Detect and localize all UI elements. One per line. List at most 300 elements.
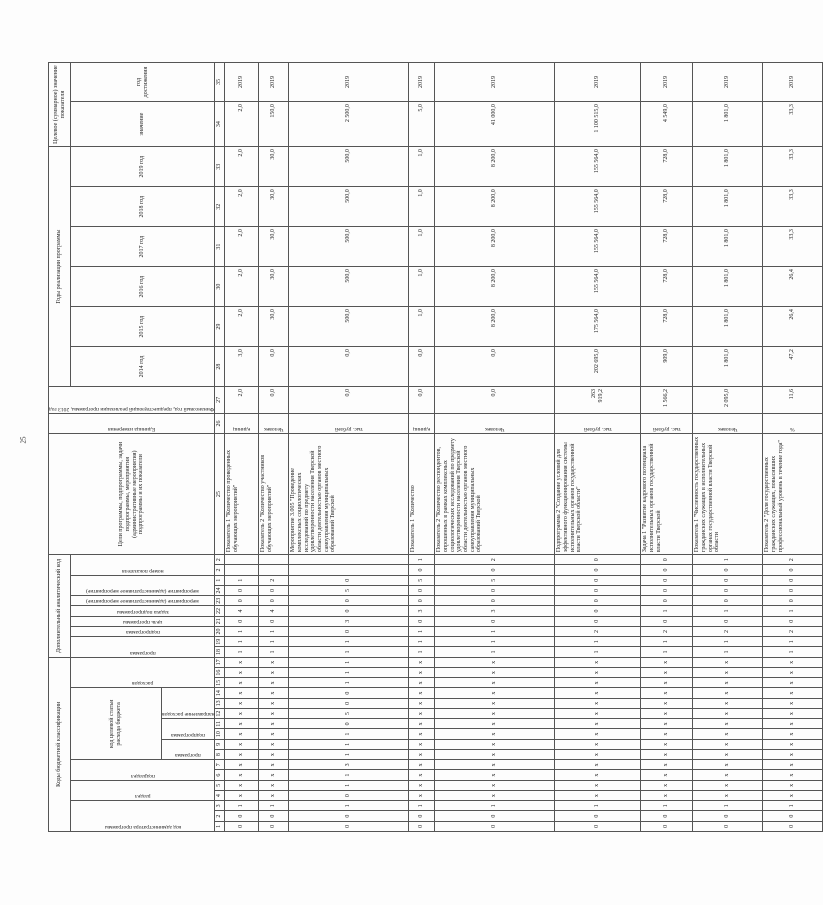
target-value-cell: 2,0 (225, 102, 259, 147)
column-number-cell: 17 (215, 657, 225, 667)
subprogram-code-header: подпрограмма (161, 719, 215, 740)
column-number-cell: 23 (215, 596, 225, 606)
code-cell: х (225, 770, 259, 780)
table-row (641, 63, 693, 832)
target-value-cell: 2 500,0 (289, 102, 409, 147)
code-cell: 0 (555, 616, 641, 626)
column-numbers-row (215, 63, 225, 832)
code-cell: 1 (259, 647, 289, 657)
value-2013-cell: 0,0 (435, 387, 555, 414)
code-cell: 0 (763, 811, 823, 821)
code-cell: х (409, 698, 435, 708)
code-cell: 0 (435, 811, 555, 821)
code-cell: 0 (225, 821, 259, 831)
value-2013-cell: 0,0 (289, 387, 409, 414)
column-number-cell: 9 (215, 739, 225, 749)
code-cell: 0 (693, 811, 763, 821)
table-row (763, 63, 823, 832)
code-cell: 0 (555, 575, 641, 585)
achieve-year-header: год достижения (71, 63, 215, 102)
code-cell: х (763, 739, 823, 749)
code-cell: 0 (641, 596, 693, 606)
value-y2015-cell: 1 801,0 (693, 307, 763, 347)
value-y2016-cell: 1,0 (409, 267, 435, 307)
value-y2014-cell: 909,0 (641, 347, 693, 387)
code-cell: 0 (555, 811, 641, 821)
value-y2017-cell: 1 801,0 (693, 227, 763, 267)
code-cell: 4 (259, 606, 289, 616)
value-2013-cell: 263 919,2 (555, 387, 641, 414)
code-cell: 0 (289, 606, 409, 616)
code-cell: 0 (555, 565, 641, 575)
code-cell: х (259, 688, 289, 698)
code-cell: 0 (435, 596, 555, 606)
code-cell: х (225, 729, 259, 739)
target-value-cell: 1 801,0 (693, 102, 763, 147)
column-number-cell: 5 (215, 780, 225, 790)
column-number-cell: 19 (215, 637, 225, 647)
code-cell: 0 (225, 616, 259, 626)
column-number-cell: 28 (215, 347, 225, 387)
code-cell: 0 (409, 821, 435, 831)
value-y2014-cell: 3,0 (225, 347, 259, 387)
code-cell: х (555, 791, 641, 801)
code-cell: х (225, 678, 259, 688)
code-cell: 0 (409, 616, 435, 626)
code-cell: 0 (763, 585, 823, 595)
value-y2015-cell: 30,0 (259, 307, 289, 347)
code-cell: 1 (435, 647, 555, 657)
code-cell: 0 (289, 698, 409, 708)
code-cell: х (555, 719, 641, 729)
code-cell: 0 (693, 821, 763, 831)
code-cell: х (763, 791, 823, 801)
table-row (435, 63, 555, 832)
code-cell: 2 (555, 626, 641, 636)
unit-header: Единица измерения (49, 413, 215, 434)
code-cell: 1 (289, 657, 409, 667)
code-cell: 0 (289, 719, 409, 729)
code-cell: х (435, 688, 555, 698)
code-cell: 0 (225, 811, 259, 821)
code-cell: х (259, 760, 289, 770)
year-2017-header: 2017 год (71, 227, 215, 267)
code-cell: х (555, 739, 641, 749)
achieve-year-cell: 2019 (259, 63, 289, 102)
code-cell: 0 (641, 821, 693, 831)
code-cell: х (259, 750, 289, 760)
column-number-cell: 16 (215, 668, 225, 678)
code-cell: 0 (763, 821, 823, 831)
code-cell: х (763, 678, 823, 688)
code-cell: х (409, 678, 435, 688)
code-cell: 1 (289, 678, 409, 688)
code-cell: 1 (289, 637, 409, 647)
code-cell: 1 (763, 606, 823, 616)
code-cell: х (693, 698, 763, 708)
target-group-header: Целевое (суммарное) значение показателя (49, 63, 71, 147)
code-cell: 0 (555, 596, 641, 606)
code-cell: х (435, 791, 555, 801)
achieve-year-cell: 2019 (409, 63, 435, 102)
code-cell: 1 (641, 647, 693, 657)
code-cell: х (693, 657, 763, 667)
code-cell: 1 (289, 668, 409, 678)
code-cell: 0 (435, 565, 555, 575)
description-cell: Показатель 1 "Численность государственных гражданских служащих в исполнительных органах государственной власти Тверской области (693, 434, 763, 555)
subsection-header: подраздел (71, 760, 215, 781)
code-cell: х (409, 719, 435, 729)
column-number-cell: 31 (215, 227, 225, 267)
code-cell: 0 (693, 575, 763, 585)
value-y2015-cell: 2,0 (225, 307, 259, 347)
target-value-cell: 150,0 (259, 102, 289, 147)
code-cell: 0 (289, 821, 409, 831)
column-number-cell: 1 (215, 821, 225, 831)
code-cell: х (259, 791, 289, 801)
value-y2014-cell: 0,0 (435, 347, 555, 387)
code-cell: х (641, 688, 693, 698)
code-cell: 0 (641, 811, 693, 821)
code-cell: х (435, 729, 555, 739)
code-cell: х (693, 780, 763, 790)
code-cell: 0 (435, 585, 555, 595)
value-y2019-cell: 8 200,0 (435, 147, 555, 187)
code-cell: х (693, 739, 763, 749)
code-cell: х (641, 791, 693, 801)
program-table-sheet (48, 62, 796, 832)
code-cell: х (259, 678, 289, 688)
expenditure-header: расходов (71, 657, 215, 688)
code-cell: 1 (409, 626, 435, 636)
value-y2017-cell: 33,3 (763, 227, 823, 267)
code-cell: 0 (289, 575, 409, 585)
code-cell: х (641, 770, 693, 780)
year-2019-header: 2019 год (71, 147, 215, 187)
column-number-cell: 2 (215, 555, 225, 565)
description-cell: Показатель 2 "Количество респондентов, опрошенных в рамках комплексных социологических исследований по предмету удовлетворенности населения Тверской области деятельностью органов местного самоуправления муниципальных образований Тверской (435, 434, 555, 555)
section-header: раздел (71, 780, 215, 801)
code-cell: 3 (409, 606, 435, 616)
unit-cell: Человек (259, 413, 289, 434)
value-y2015-cell: 175 564,0 (555, 307, 641, 347)
code-cell (259, 555, 289, 565)
code-cell: 0 (641, 565, 693, 575)
code-cell: 1 (693, 647, 763, 657)
value-y2014-cell: 202 695,0 (555, 347, 641, 387)
code-cell: 1 (693, 637, 763, 647)
code-cell: х (763, 698, 823, 708)
description-cell: Подпрограмма 2 "Создание условий для эффективного функционирования системы исполнительных органов государственной власти Тверской области" (555, 434, 641, 555)
code-cell: х (409, 709, 435, 719)
d-indicator-num-header: номер показателя (71, 555, 215, 576)
code-cell: 1 (225, 801, 259, 811)
code-cell: х (763, 719, 823, 729)
code-cell: 3 (289, 616, 409, 626)
code-cell: х (225, 688, 259, 698)
value-y2018-cell: 500,0 (289, 187, 409, 227)
column-number-cell: 10 (215, 729, 225, 739)
code-cell: 5 (289, 709, 409, 719)
code-cell: 1 (693, 606, 763, 616)
value-y2018-cell: 2,0 (225, 187, 259, 227)
code-cell: 3 (289, 760, 409, 770)
value-y2019-cell: 1,0 (409, 147, 435, 187)
code-cell: х (763, 709, 823, 719)
code-cell: 0 (763, 575, 823, 585)
column-number-cell: 18 (215, 647, 225, 657)
column-number-cell: 33 (215, 147, 225, 187)
code-cell: х (225, 791, 259, 801)
code-cell (289, 565, 409, 575)
table-row (259, 63, 289, 832)
achieve-year-cell: 2019 (641, 63, 693, 102)
code-cell: х (763, 668, 823, 678)
value-2013-cell: 2,0 (225, 387, 259, 414)
code-cell: х (409, 739, 435, 749)
code-cell: 1 (225, 626, 259, 636)
value-y2019-cell: 155 564,0 (555, 147, 641, 187)
code-cell: 1 (641, 606, 693, 616)
code-cell: 1 (289, 801, 409, 811)
column-number-cell: 3 (215, 801, 225, 811)
code-cell: х (435, 719, 555, 729)
code-cell: х (225, 739, 259, 749)
code-cell: х (225, 709, 259, 719)
code-cell: х (641, 739, 693, 749)
code-cell: х (435, 750, 555, 760)
program-code-header: программа (161, 739, 215, 760)
value-y2014-cell: 0,0 (259, 347, 289, 387)
description-cell: Мероприятие 3.005 "Проведение комплексных социологических исследований по предмету удовлетворенности населения Тверской области деятельностью органов местного самоуправления муниципальных образований Тверской (289, 434, 409, 555)
code-cell: 2 (763, 626, 823, 636)
code-cell: х (259, 739, 289, 749)
target-value-cell: 4 549,0 (641, 102, 693, 147)
code-cell: 0 (763, 596, 823, 606)
admin-code-header: код администратора программы (71, 801, 215, 832)
code-cell: х (259, 709, 289, 719)
code-cell: х (435, 678, 555, 688)
code-cell: х (641, 678, 693, 688)
code-cell: 1 (259, 801, 289, 811)
code-cell: 1 (641, 637, 693, 647)
target-value-cell: 41 000,0 (435, 102, 555, 147)
value-y2018-cell: 1 801,0 (693, 187, 763, 227)
code-cell: х (435, 770, 555, 780)
goals-header: Цели программы, подпрограммы, задачи подпрограммы, мероприятия (административные мероприятия) подпрограммы и их показатели (49, 434, 215, 555)
code-cell: 0 (555, 555, 641, 565)
value-y2015-cell: 500,0 (289, 307, 409, 347)
value-y2019-cell: 728,0 (641, 147, 693, 187)
code-cell: 0 (259, 585, 289, 595)
column-number-cell: 2 (215, 811, 225, 821)
value-y2018-cell: 155 564,0 (555, 187, 641, 227)
target-value-cell: 5,0 (409, 102, 435, 147)
target-code-header: код целевой статьи расхода бюджета (71, 688, 162, 760)
achieve-year-cell: 2019 (435, 63, 555, 102)
code-cell: х (409, 791, 435, 801)
target-value-header: значение (71, 102, 215, 147)
code-cell: 0 (641, 585, 693, 595)
code-cell: х (763, 780, 823, 790)
code-cell: х (693, 678, 763, 688)
column-number-cell: 14 (215, 688, 225, 698)
code-cell: 1 (259, 637, 289, 647)
code-cell: х (435, 668, 555, 678)
value-2013-cell: 11,6 (763, 387, 823, 414)
code-cell: 1 (763, 801, 823, 811)
column-number-cell: 1 (215, 575, 225, 585)
code-cell: х (641, 760, 693, 770)
column-number-cell: 4 (215, 791, 225, 801)
code-cell: х (693, 770, 763, 780)
code-cell: х (259, 770, 289, 780)
code-cell: х (693, 760, 763, 770)
code-cell: 0 (225, 585, 259, 595)
value-2013-cell: 1 566,2 (641, 387, 693, 414)
column-number-cell: 34 (215, 102, 225, 147)
value-y2016-cell: 2,0 (225, 267, 259, 307)
value-y2016-cell: 728,0 (641, 267, 693, 307)
code-cell: 0 (409, 565, 435, 575)
code-cell: 0 (555, 821, 641, 831)
extra-code-header: Дополнительный аналитический код (49, 555, 71, 658)
page-number: 25 (19, 436, 28, 444)
code-cell: х (409, 657, 435, 667)
column-number-cell: 27 (215, 387, 225, 414)
years-group-header: Годы реализации программы (49, 147, 71, 387)
code-cell: х (259, 719, 289, 729)
code-cell: 0 (763, 565, 823, 575)
code-cell: 0 (289, 626, 409, 636)
value-y2017-cell: 728,0 (641, 227, 693, 267)
code-cell: 0 (693, 565, 763, 575)
unit-cell: тыс. рублей (289, 413, 409, 434)
value-y2014-cell: 0,0 (289, 347, 409, 387)
code-cell: 0 (641, 616, 693, 626)
value-y2017-cell: 500,0 (289, 227, 409, 267)
code-cell: х (693, 750, 763, 760)
code-cell: 0 (435, 616, 555, 626)
code-cell: 1 (763, 637, 823, 647)
column-number-cell: 6 (215, 770, 225, 780)
code-cell: х (225, 760, 259, 770)
value-y2019-cell: 1 801,0 (693, 147, 763, 187)
code-cell: х (763, 657, 823, 667)
code-cell: х (641, 709, 693, 719)
code-cell: 1 (693, 801, 763, 811)
code-cell: х (555, 780, 641, 790)
code-cell (289, 555, 409, 565)
value-y2017-cell: 1,0 (409, 227, 435, 267)
code-cell: 2 (259, 575, 289, 585)
column-number-cell: 35 (215, 63, 225, 102)
column-number-cell: 13 (215, 698, 225, 708)
value-2013-cell: 2 095,0 (693, 387, 763, 414)
code-cell: 0 (259, 596, 289, 606)
bk-codes-header: Коды бюджетной классификации (49, 657, 71, 831)
code-cell: 0 (409, 596, 435, 606)
description-cell: Показатель 1 "Количество (409, 434, 435, 555)
year-2018-header: 2018 год (71, 187, 215, 227)
target-value-cell: 33,3 (763, 102, 823, 147)
value-y2015-cell: 8 200,0 (435, 307, 555, 347)
value-2013-cell: 0,0 (259, 387, 289, 414)
code-cell: 0 (763, 616, 823, 626)
code-cell: 0 (693, 616, 763, 626)
code-cell: 1 (555, 801, 641, 811)
code-cell: 5 (435, 575, 555, 585)
value-y2017-cell: 8 200,0 (435, 227, 555, 267)
table-row (693, 63, 763, 832)
column-number-cell: 25 (215, 434, 225, 555)
code-cell: х (693, 719, 763, 729)
code-cell: х (555, 709, 641, 719)
year-2014-header: 2014 год (71, 347, 215, 387)
code-cell: 1 (435, 626, 555, 636)
column-number-cell: 21 (215, 616, 225, 626)
value-y2014-cell: 1 801,0 (693, 347, 763, 387)
code-cell: х (555, 678, 641, 688)
code-cell (225, 565, 259, 575)
column-number-cell: 29 (215, 307, 225, 347)
code-cell: 0 (259, 616, 289, 626)
code-cell: 0 (693, 596, 763, 606)
code-cell: х (225, 668, 259, 678)
d-activity-header: мероприятие (административное мероприятие) (71, 596, 215, 606)
code-cell: 4 (225, 606, 259, 616)
code-cell: х (641, 719, 693, 729)
code-cell: 0 (555, 585, 641, 595)
code-cell: 1 (555, 637, 641, 647)
code-cell: 2 (435, 555, 555, 565)
program-table (48, 62, 823, 832)
code-cell: 1 (289, 780, 409, 790)
column-number-cell: 7 (215, 760, 225, 770)
code-cell: 1 (409, 647, 435, 657)
code-cell: 1 (409, 801, 435, 811)
code-cell: х (693, 709, 763, 719)
code-cell: х (435, 760, 555, 770)
d-program-header: программа (71, 637, 215, 658)
code-cell: х (409, 750, 435, 760)
code-cell: х (641, 698, 693, 708)
value-y2016-cell: 1 801,0 (693, 267, 763, 307)
code-cell: х (555, 750, 641, 760)
code-cell: 1 (641, 801, 693, 811)
column-number-cell: 15 (215, 678, 225, 688)
code-cell: х (409, 668, 435, 678)
unit-cell: тыс. рублей (555, 413, 641, 434)
code-cell: х (435, 657, 555, 667)
code-cell: х (225, 698, 259, 708)
value-y2015-cell: 1,0 (409, 307, 435, 347)
code-cell: 1 (409, 637, 435, 647)
year-2015-header: 2015 год (71, 307, 215, 347)
unit-cell: Человек (435, 413, 555, 434)
unit-cell: тыс. рублей (641, 413, 693, 434)
code-cell: х (641, 729, 693, 739)
value-y2019-cell: 33,3 (763, 147, 823, 187)
unit-cell: % (763, 413, 823, 434)
d-program-goal-header: цель программы (71, 616, 215, 626)
code-cell: х (555, 698, 641, 708)
value-y2017-cell: 155 564,0 (555, 227, 641, 267)
code-cell: 0 (259, 821, 289, 831)
table-row (289, 63, 409, 832)
code-cell: 0 (289, 688, 409, 698)
code-cell: 1 (289, 647, 409, 657)
